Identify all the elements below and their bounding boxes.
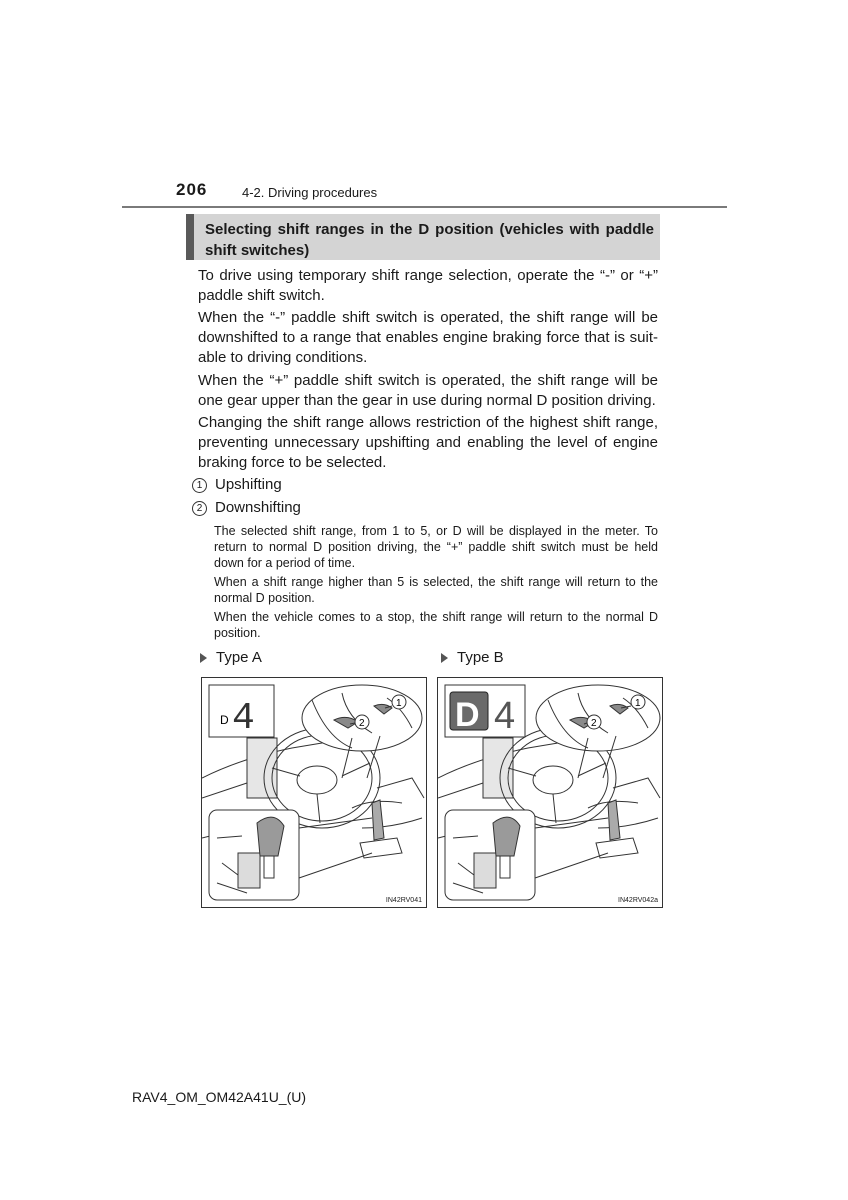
meter-d-letter: D [455, 696, 480, 734]
note-display: The selected shift range, from 1 to 5, or D will be displayed in the meter. To return to normal D position driving, the “+” paddle shift switch must be held down for a period of time. [214, 524, 658, 570]
paragraph-upshift: When the “+” paddle shift switch is operated, the shift range will be one gear upper than the gear in use during normal D position driving. [198, 372, 658, 409]
meter-gear-number: 4 [232, 697, 255, 740]
callout-2-label: 2 [359, 718, 365, 729]
figure-code: IN42RV042a [618, 897, 658, 904]
figure-code: IN42RV041 [385, 897, 422, 904]
paragraph-intro: To drive using temporary shift range selection, operate the “-” or “+” paddle shift switch. [198, 267, 658, 304]
meter-gear-number: 4 [494, 695, 516, 737]
figure-a-illustration [202, 678, 426, 907]
figure-type-a [201, 677, 427, 908]
meter-d-letter: D [220, 713, 229, 727]
callout-1-label: 1 [635, 698, 641, 709]
step-number: 2 [192, 501, 207, 516]
type-a-text: Type A [216, 649, 262, 666]
note-stop: When the vehicle comes to a stop, the shift range will return to the normal D position. [214, 610, 658, 640]
paragraph-downshift: When the “-” paddle shift switch is operated, the shift range will be downshifted to a range that enables engine braking force that is suit-able to driving conditions. [198, 309, 658, 366]
section-breadcrumb: 4-2. Driving procedures [242, 185, 378, 200]
callout-2-label: 2 [591, 718, 597, 729]
step-upshifting [192, 475, 282, 495]
section-heading: Selecting shift ranges in the D position (vehicles with paddle shift switches) [186, 214, 660, 260]
header-divider [122, 206, 727, 208]
figure-b-illustration [438, 678, 662, 907]
paragraph-restriction: Changing the shift range allows restriction of the highest shift range, preventing unnecessary upshifting and enabling the level of engine braking force to be selected. [198, 414, 658, 471]
step-label: Downshifting [215, 499, 301, 516]
figure-type-b [437, 677, 663, 908]
triangle-bullet-icon [200, 653, 207, 663]
step-label: Upshifting [215, 476, 282, 493]
type-a-label [200, 649, 262, 666]
type-b-text: Type B [457, 649, 504, 666]
step-downshifting [192, 498, 301, 518]
page-number: 206 [176, 180, 208, 199]
footer-document-id: RAV4_OM_OM42A41U_(U) [132, 1089, 307, 1105]
type-b-label [441, 649, 504, 666]
triangle-bullet-icon [441, 653, 448, 663]
step-number: 1 [192, 478, 207, 493]
callout-1-label: 1 [396, 698, 402, 709]
note-higher-range: When a shift range higher than 5 is selected, the shift range will return to the normal D position. [214, 575, 658, 605]
